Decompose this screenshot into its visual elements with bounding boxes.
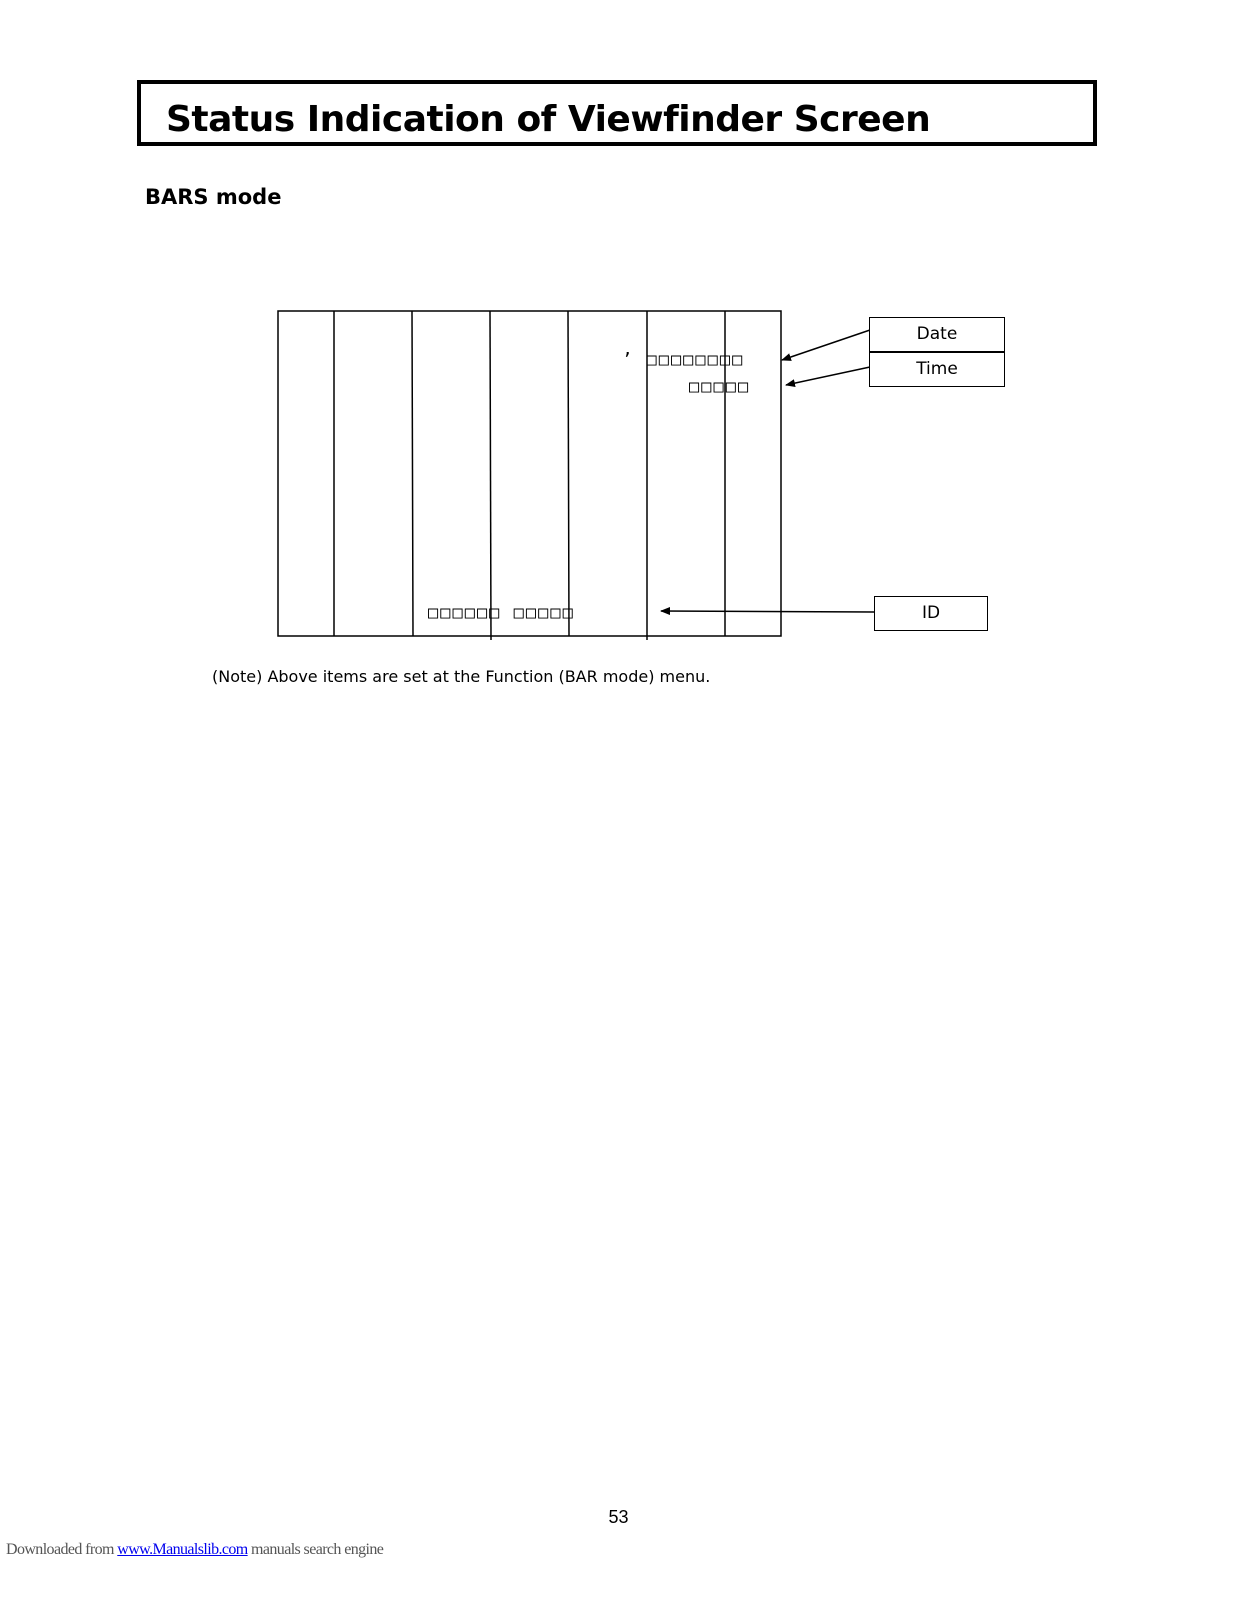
bar-divider	[412, 311, 413, 636]
manualslib-link[interactable]: www.Manualslib.com	[117, 1541, 248, 1558]
time-callout: Time	[869, 352, 1005, 387]
time-readout: □□□□□	[689, 377, 751, 397]
page-number: 53	[608, 1507, 629, 1527]
date-arrow	[782, 330, 870, 360]
viewfinder-diagram	[0, 0, 1237, 700]
footer-suffix: manuals search engine	[247, 1541, 384, 1558]
id-arrow	[661, 611, 874, 612]
time-arrow	[786, 367, 870, 385]
page-title: Status Indication of Viewfinder Screen	[166, 99, 931, 140]
footer	[6, 1541, 383, 1559]
section-heading: BARS mode	[145, 185, 282, 209]
bar-divider	[490, 311, 491, 640]
note-text: (Note) Above items are set at the Function (BAR mode) menu.	[212, 667, 711, 686]
date-callout: Date	[869, 317, 1005, 352]
id-callout: ID	[874, 596, 988, 631]
footer-prefix: Downloaded from	[6, 1541, 118, 1558]
bar-divider	[568, 311, 569, 636]
date-readout: ’ □□□□□□□□	[622, 350, 745, 370]
id-readout: □□□□□□ □□□□□	[428, 603, 575, 623]
